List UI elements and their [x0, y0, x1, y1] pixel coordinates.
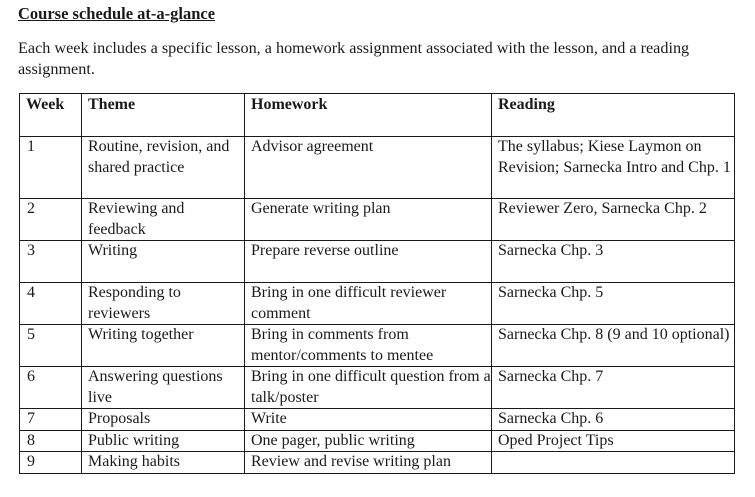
- theme-cell: Reviewing and feedback: [82, 199, 245, 241]
- reading-cell: [492, 452, 735, 474]
- week-cell: 9: [20, 452, 82, 474]
- reading-cell: Sarnecka Chp. 3: [492, 241, 735, 283]
- homework-cell: Generate writing plan: [245, 199, 492, 241]
- header-theme: Theme: [82, 94, 245, 137]
- theme-cell: Routine, revision, and shared practice: [82, 137, 245, 199]
- reading-cell: The syllabus; Kiese Laymon on Revision; Sarnecka Intro and Chp. 1: [492, 137, 735, 199]
- theme-cell: Responding to reviewers: [82, 283, 245, 325]
- theme-cell: Making habits: [82, 452, 245, 474]
- reading-cell: Sarnecka Chp. 8 (9 and 10 optional): [492, 325, 735, 367]
- theme-cell: Writing together: [82, 325, 245, 367]
- homework-cell: Bring in one difficult question from a talk/poster: [245, 367, 492, 409]
- week-cell: 4: [20, 283, 82, 325]
- week-cell: 5: [20, 325, 82, 367]
- table-header-row: [20, 94, 735, 137]
- week-cell: 8: [20, 430, 82, 452]
- table-row: [20, 241, 735, 283]
- table-row: [20, 409, 735, 431]
- table-row: [20, 199, 735, 241]
- theme-cell: Public writing: [82, 430, 245, 452]
- page-title: Course schedule at-a-glance: [18, 4, 216, 23]
- homework-cell: Prepare reverse outline: [245, 241, 492, 283]
- table-row: [20, 430, 735, 452]
- header-homework: Homework: [245, 94, 492, 137]
- week-cell: 3: [20, 241, 82, 283]
- reading-cell: Sarnecka Chp. 5: [492, 283, 735, 325]
- schedule-table: [19, 93, 735, 474]
- homework-cell: Review and revise writing plan: [245, 452, 492, 474]
- header-reading: Reading: [492, 94, 735, 137]
- week-cell: 6: [20, 367, 82, 409]
- theme-cell: Proposals: [82, 409, 245, 431]
- week-cell: 2: [20, 199, 82, 241]
- homework-cell: Bring in one difficult reviewer comment: [245, 283, 492, 325]
- week-cell: 7: [20, 409, 82, 431]
- reading-cell: Sarnecka Chp. 6: [492, 409, 735, 431]
- homework-cell: One pager, public writing: [245, 430, 492, 452]
- intro-paragraph: Each week includes a specific lesson, a homework assignment associated with the lesson, and a reading assignment.: [18, 39, 690, 78]
- header-week: Week: [20, 94, 82, 137]
- table-row: [20, 283, 735, 325]
- reading-cell: Oped Project Tips: [492, 430, 735, 452]
- table-row: [20, 137, 735, 199]
- week-cell: 1: [20, 137, 82, 199]
- reading-cell: Reviewer Zero, Sarnecka Chp. 2: [492, 199, 735, 241]
- homework-cell: Bring in comments from mentor/comments to mentee: [245, 325, 492, 367]
- table-row: [20, 325, 735, 367]
- table-row: [20, 367, 735, 409]
- theme-cell: Writing: [82, 241, 245, 283]
- theme-cell: Answering questions live: [82, 367, 245, 409]
- table-row: [20, 452, 735, 474]
- homework-cell: Advisor agreement: [245, 137, 492, 199]
- homework-cell: Write: [245, 409, 492, 431]
- reading-cell: Sarnecka Chp. 7: [492, 367, 735, 409]
